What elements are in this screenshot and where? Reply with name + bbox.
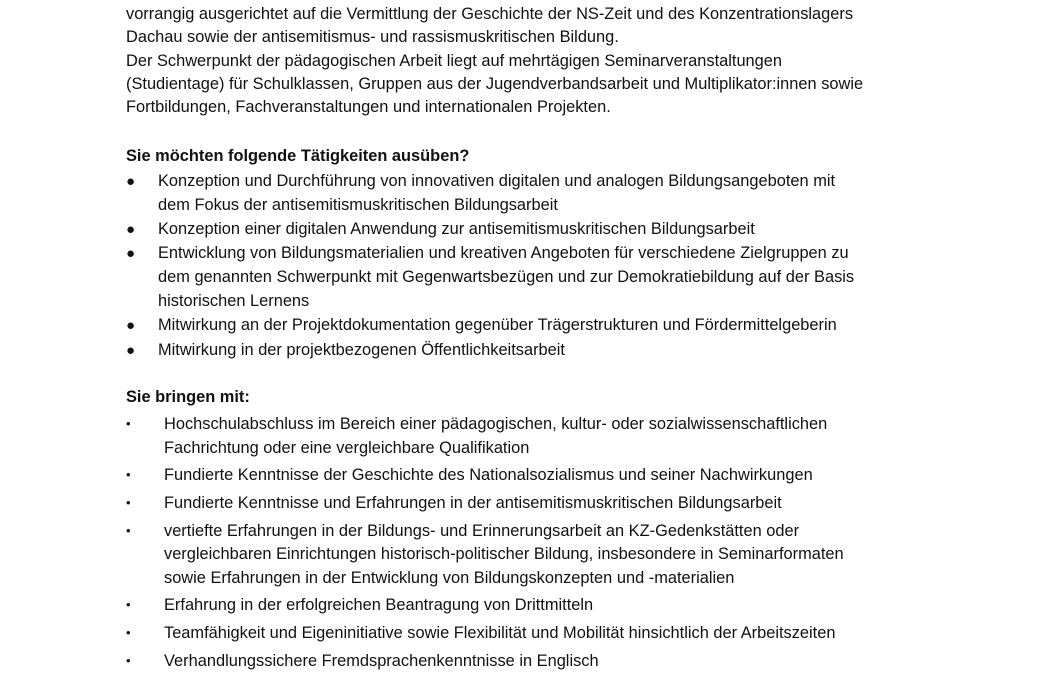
- list-item: [126, 492, 946, 516]
- list-item-line: Verhandlungssichere Fremdsprachenkenntnisse in Englisch: [164, 651, 599, 670]
- list-item-line: dem genannten Schwerpunkt mit Gegenwartsbezügen und zur Demokratiebildung auf der Basis: [158, 268, 855, 287]
- list-item-line: Konzeption einer digitalen Anwendung zur antisemitismuskritischen Bildungsarbeit: [158, 220, 755, 239]
- list-item: [126, 170, 946, 218]
- list-item: [126, 650, 946, 674]
- bullet-icon: •: [126, 522, 131, 538]
- list-item-line: sowie Erfahrungen in der Entwicklung von Bildungskonzepten und -materialien: [164, 568, 735, 587]
- bullet-icon: ●: [126, 245, 136, 263]
- intro-line: vorrangig ausgerichtet auf die Vermittlung der Geschichte der NS-Zeit und des Konzentrationslagers: [126, 5, 854, 23]
- list-item: [126, 520, 946, 591]
- bullet-icon: ●: [126, 221, 136, 239]
- list-item: [126, 622, 946, 646]
- list-item-line: vertiefte Erfahrungen in der Bildungs- und Erinnerungsarbeit an KZ-Gedenkstätten oder: [164, 521, 800, 540]
- intro-line: Der Schwerpunkt der pädagogischen Arbeit liegt auf mehrtägigen Seminarveranstaltungen: [126, 51, 783, 70]
- list-item-line: Hochschulabschluss im Bereich einer pädagogischen, kultur- oder sozialwissenschaftlichen: [164, 415, 828, 433]
- bullet-icon: ●: [126, 173, 136, 190]
- list-item-line: Konzeption und Durchführung von innovativen digitalen und analogen Bildungsangeboten mit: [158, 172, 836, 190]
- list-item: [126, 464, 946, 488]
- list-item-line: vergleichbaren Einrichtungen historisch-politischer Bildung, insbesondere in Seminarformaten: [164, 545, 844, 564]
- bullet-icon: ●: [126, 341, 136, 359]
- bullet-icon: •: [126, 494, 131, 510]
- list-item-line: Fundierte Kenntnisse und Erfahrungen in der antisemitismuskritischen Bildungsarbeit: [164, 493, 782, 512]
- list-item: [126, 339, 946, 363]
- intro-paragraph: [126, 3, 946, 119]
- intro-line: Dachau sowie der antisemitismus- und rassismuskritischen Bildung.: [126, 28, 619, 47]
- bullet-icon: •: [126, 597, 131, 613]
- list-item-line: Erfahrung in der erfolgreichen Beantragung von Drittmitteln: [164, 596, 594, 615]
- list-item: [126, 314, 946, 338]
- list-item: [126, 242, 946, 313]
- list-item-line: Entwicklung von Bildungsmaterialien und kreativen Angeboten für verschiedene Zielgruppen zu: [158, 244, 849, 263]
- bullet-icon: •: [126, 467, 131, 483]
- bullet-icon: •: [126, 652, 131, 668]
- requirements-list: [126, 413, 946, 677]
- requirements-heading: Sie bringen mit:: [126, 388, 250, 406]
- list-item-line: Fachrichtung oder eine vergleichbare Qualifikation: [164, 438, 530, 457]
- list-item-line: Mitwirkung an der Projektdokumentation gegenüber Trägerstrukturen und Fördermittelgeberin: [158, 316, 837, 335]
- bullet-icon: •: [126, 624, 131, 640]
- list-item: [126, 218, 946, 242]
- bullet-icon: ●: [126, 317, 136, 335]
- list-item: [126, 413, 946, 460]
- intro-line: Fortbildungen, Fachveranstaltungen und internationalen Projekten.: [126, 98, 611, 117]
- tasks-heading: Sie möchten folgende Tätigkeiten ausüben?: [126, 147, 470, 165]
- bullet-icon: •: [126, 416, 131, 431]
- list-item-line: Teamfähigkeit und Eigeninitiative sowie Flexibilität und Mobilität hinsichtlich der Arbeitszeiten: [164, 623, 836, 642]
- list-item-line: historischen Lernens: [158, 291, 310, 310]
- tasks-list: [126, 170, 946, 363]
- list-item-line: dem Fokus der antisemitismuskritischen Bildungsarbeit: [158, 195, 558, 214]
- list-item-line: Mitwirkung in der projektbezogenen Öffentlichkeitsarbeit: [158, 340, 565, 359]
- list-item-line: Fundierte Kenntnisse der Geschichte des Nationalsozialismus und seiner Nachwirkungen: [164, 466, 813, 485]
- list-item: [126, 594, 946, 618]
- intro-line: (Studientage) für Schulklassen, Gruppen aus der Jugendverbandsarbeit und Multiplikator:innen sowie: [126, 74, 864, 93]
